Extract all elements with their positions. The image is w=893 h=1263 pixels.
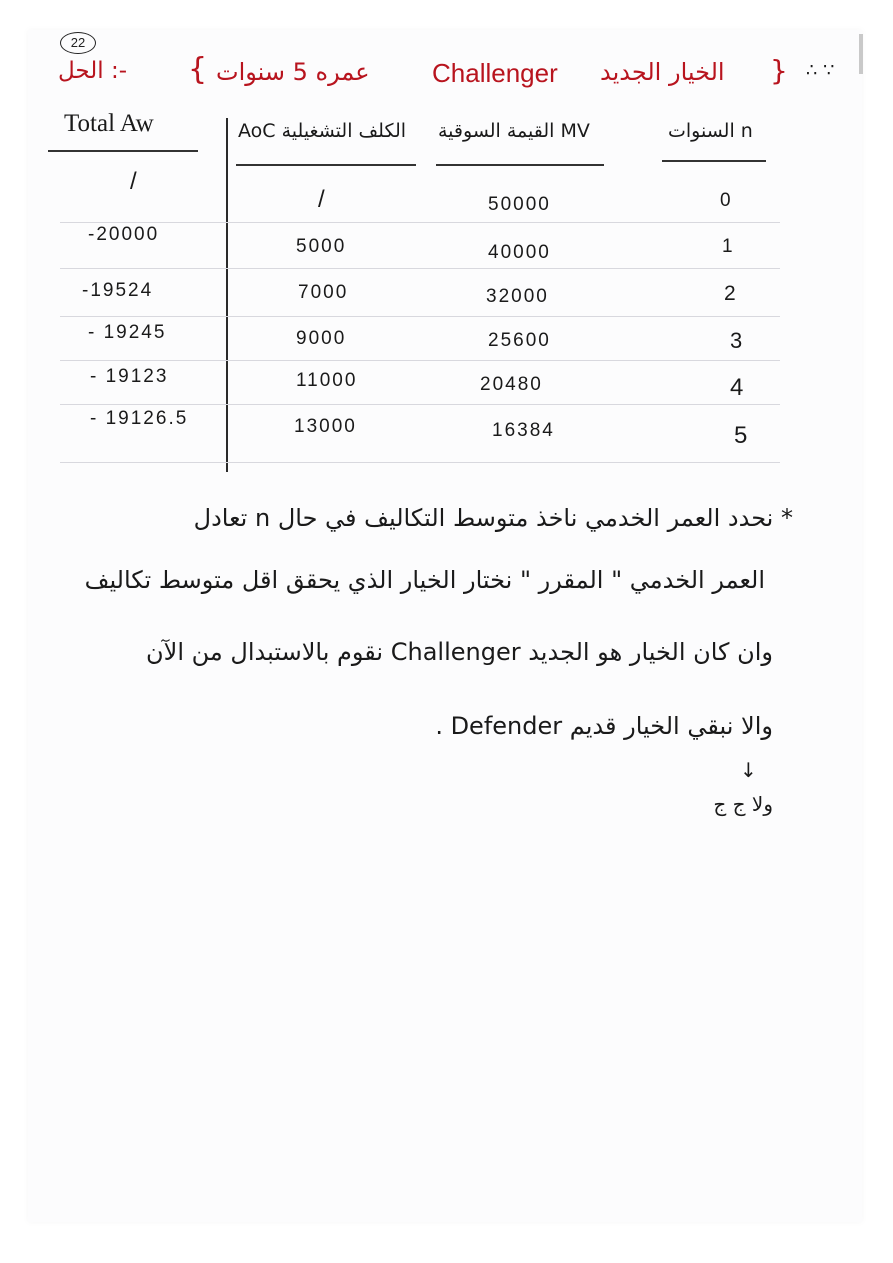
row4-mv: 20480 (480, 374, 543, 395)
row-separator (60, 404, 780, 405)
page-number-badge: 22 (60, 32, 96, 54)
note-line-4: والا نبقي الخيار قديم Defender . (435, 712, 773, 740)
row2-mv: 32000 (486, 286, 549, 307)
row3-aoc: 9000 (296, 328, 347, 349)
title-brace-right: } (770, 54, 788, 87)
title-age-phrase: عمره 5 سنوات (216, 58, 370, 86)
header-underline-total (48, 150, 198, 152)
note-line-2: العمر الخدمي " المقرر " نختار الخيار الذي يحقق اقل متوسط تكاليف (84, 566, 765, 594)
header-underline-aoc (236, 164, 416, 166)
note-line-5: ولا ج ج (713, 792, 773, 816)
row-separator (60, 360, 780, 361)
note-line-1: * نحدد العمر الخدمي ناخذ متوسط التكاليف في حال n تعادل (193, 504, 793, 532)
row3-mv: 25600 (488, 330, 551, 351)
row0-aoc: / (318, 186, 327, 213)
row4-n: 4 (730, 374, 746, 401)
page-edge-shadow (859, 34, 863, 74)
row5-n: 5 (734, 422, 750, 449)
row1-n: 1 (722, 236, 735, 257)
row3-n: 3 (730, 328, 745, 353)
row0-total: / (130, 168, 139, 195)
header-total-aw: Total Aw (64, 110, 154, 137)
paper-sheet (28, 30, 862, 1222)
header-aoc: AoC الكلف التشغيلية (238, 120, 407, 142)
header-underline-years (662, 160, 766, 162)
title-challenger: Challenger (432, 58, 558, 88)
row3-total: - 19245 (88, 322, 167, 343)
solution-label: الحل :- (58, 58, 128, 84)
row-separator (60, 268, 780, 269)
row5-total: - 19126.5 (90, 408, 189, 429)
row1-total: -20000 (88, 224, 160, 245)
row-separator (60, 462, 780, 463)
down-arrow-icon: ↓ (740, 758, 757, 782)
title-dots: ∴ ∵ (806, 60, 835, 81)
row2-aoc: 7000 (298, 282, 349, 303)
table-vertical-divider (226, 118, 228, 472)
header-years: السنوات n (668, 120, 753, 142)
row0-n: 0 (720, 190, 733, 211)
header-mv: القيمة السوقية MV (438, 120, 590, 142)
title-new-alternative: الخيار الجديد (600, 58, 725, 86)
row1-aoc: 5000 (296, 236, 347, 257)
row-separator (60, 222, 780, 223)
row0-mv: 50000 (488, 194, 551, 215)
title-brace-left: { (188, 52, 208, 87)
row1-mv: 40000 (488, 242, 551, 263)
row2-n: 2 (724, 282, 738, 305)
row4-total: - 19123 (90, 366, 169, 387)
header-underline-mv (436, 164, 604, 166)
row5-aoc: 13000 (294, 416, 357, 437)
row4-aoc: 11000 (296, 370, 358, 391)
row-separator (60, 316, 780, 317)
row5-mv: 16384 (492, 420, 555, 441)
note-line-3: وان كان الخيار هو الجديد Challenger نقوم بالاستبدال من الآن (146, 638, 773, 666)
row2-total: -19524 (82, 280, 154, 301)
